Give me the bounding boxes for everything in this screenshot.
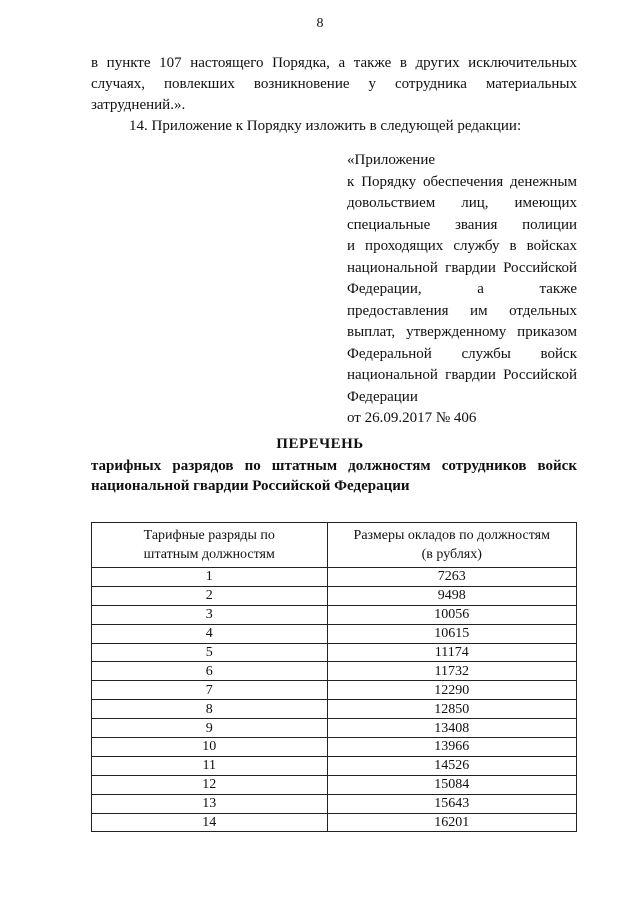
appendix-line: предоставления им отдельных — [347, 302, 577, 319]
cell-salary: 16201 — [327, 813, 576, 832]
cell-salary: 11174 — [327, 643, 576, 662]
cell-salary: 13408 — [327, 719, 576, 738]
cell-salary: 12290 — [327, 681, 576, 700]
paragraph-item-14: 14. Приложение к Порядку изложить в следующей редакции: — [129, 118, 522, 134]
paragraph-line: случаях, повлекших возникновение у сотрудника материальных — [91, 76, 577, 92]
cell-salary: 10056 — [327, 605, 576, 624]
table-row — [92, 700, 577, 719]
header-line: (в рублях) — [421, 547, 482, 562]
header-line: Тарифные разряды по — [143, 528, 275, 543]
cell-grade: 4 — [92, 624, 328, 643]
subtitle-line: национальной гвардии Российской Федерации — [91, 478, 410, 494]
appendix-line: специальные звания полиции — [347, 216, 577, 233]
cell-salary: 15084 — [327, 775, 576, 794]
table-row — [92, 643, 577, 662]
paragraph-line: затруднений.». — [91, 97, 186, 113]
appendix-line: национальной гвардии Российской — [347, 367, 577, 383]
table-row — [92, 719, 577, 738]
paragraph-continuation — [91, 53, 577, 116]
cell-grade: 8 — [92, 700, 328, 719]
appendix-line: выплат, утвержденному приказом — [347, 324, 577, 340]
cell-grade: 7 — [92, 681, 328, 700]
table-row — [92, 568, 577, 587]
document-subtitle — [91, 456, 577, 496]
page-number: 8 — [316, 16, 324, 31]
table-row — [92, 794, 577, 813]
header-line: штатным должностям — [143, 547, 275, 562]
appendix-line: Федерации, а также — [347, 281, 577, 297]
appendix-line: от 26.09.2017 № 406 — [347, 410, 477, 426]
appendix-line: довольствием лиц, имеющих — [347, 195, 577, 211]
table-row — [92, 624, 577, 643]
cell-salary: 15643 — [327, 794, 576, 813]
cell-grade: 12 — [92, 775, 328, 794]
column-header-salary — [327, 523, 576, 568]
document-title: ПЕРЕЧЕНЬ — [276, 436, 364, 452]
table-body — [92, 568, 577, 832]
table-row — [92, 662, 577, 681]
cell-grade: 13 — [92, 794, 328, 813]
table-row — [92, 775, 577, 794]
appendix-line: национальной гвардии Российской — [347, 259, 577, 276]
column-header-grade — [92, 523, 328, 568]
cell-grade: 2 — [92, 586, 328, 605]
cell-grade: 5 — [92, 643, 328, 662]
appendix-line: «Приложение — [347, 152, 436, 168]
table-header-row — [92, 523, 577, 568]
table-row — [92, 813, 577, 832]
cell-grade: 10 — [92, 738, 328, 757]
tariff-table — [91, 522, 577, 832]
table-row — [92, 756, 577, 775]
table-row — [92, 738, 577, 757]
table-row — [92, 605, 577, 624]
cell-grade: 3 — [92, 605, 328, 624]
cell-salary: 9498 — [327, 586, 576, 605]
cell-grade: 11 — [92, 756, 328, 775]
cell-salary: 12850 — [327, 700, 576, 719]
appendix-line: к Порядку обеспечения денежным — [347, 173, 577, 190]
cell-salary: 11732 — [327, 662, 576, 681]
cell-salary: 14526 — [327, 756, 576, 775]
cell-grade: 6 — [92, 662, 328, 681]
paragraph-line: в пункте 107 настоящего Порядка, а также в других исключительных — [91, 55, 577, 71]
cell-salary: 13966 — [327, 738, 576, 757]
cell-grade: 14 — [92, 813, 328, 832]
table-row — [92, 681, 577, 700]
cell-salary: 10615 — [327, 624, 576, 643]
cell-grade: 9 — [92, 719, 328, 738]
header-line: Размеры окладов по должностям — [353, 528, 550, 543]
cell-salary: 7263 — [327, 568, 576, 587]
subtitle-line: тарифных разрядов по штатным должностям сотрудников войск — [91, 458, 577, 474]
table-row — [92, 586, 577, 605]
appendix-line: Федерации — [347, 388, 418, 405]
appendix-line: и проходящих службу в войсках — [347, 238, 577, 254]
appendix-heading-block — [347, 150, 577, 430]
cell-grade: 1 — [92, 568, 328, 587]
appendix-line: Федеральной службы войск — [347, 345, 577, 362]
